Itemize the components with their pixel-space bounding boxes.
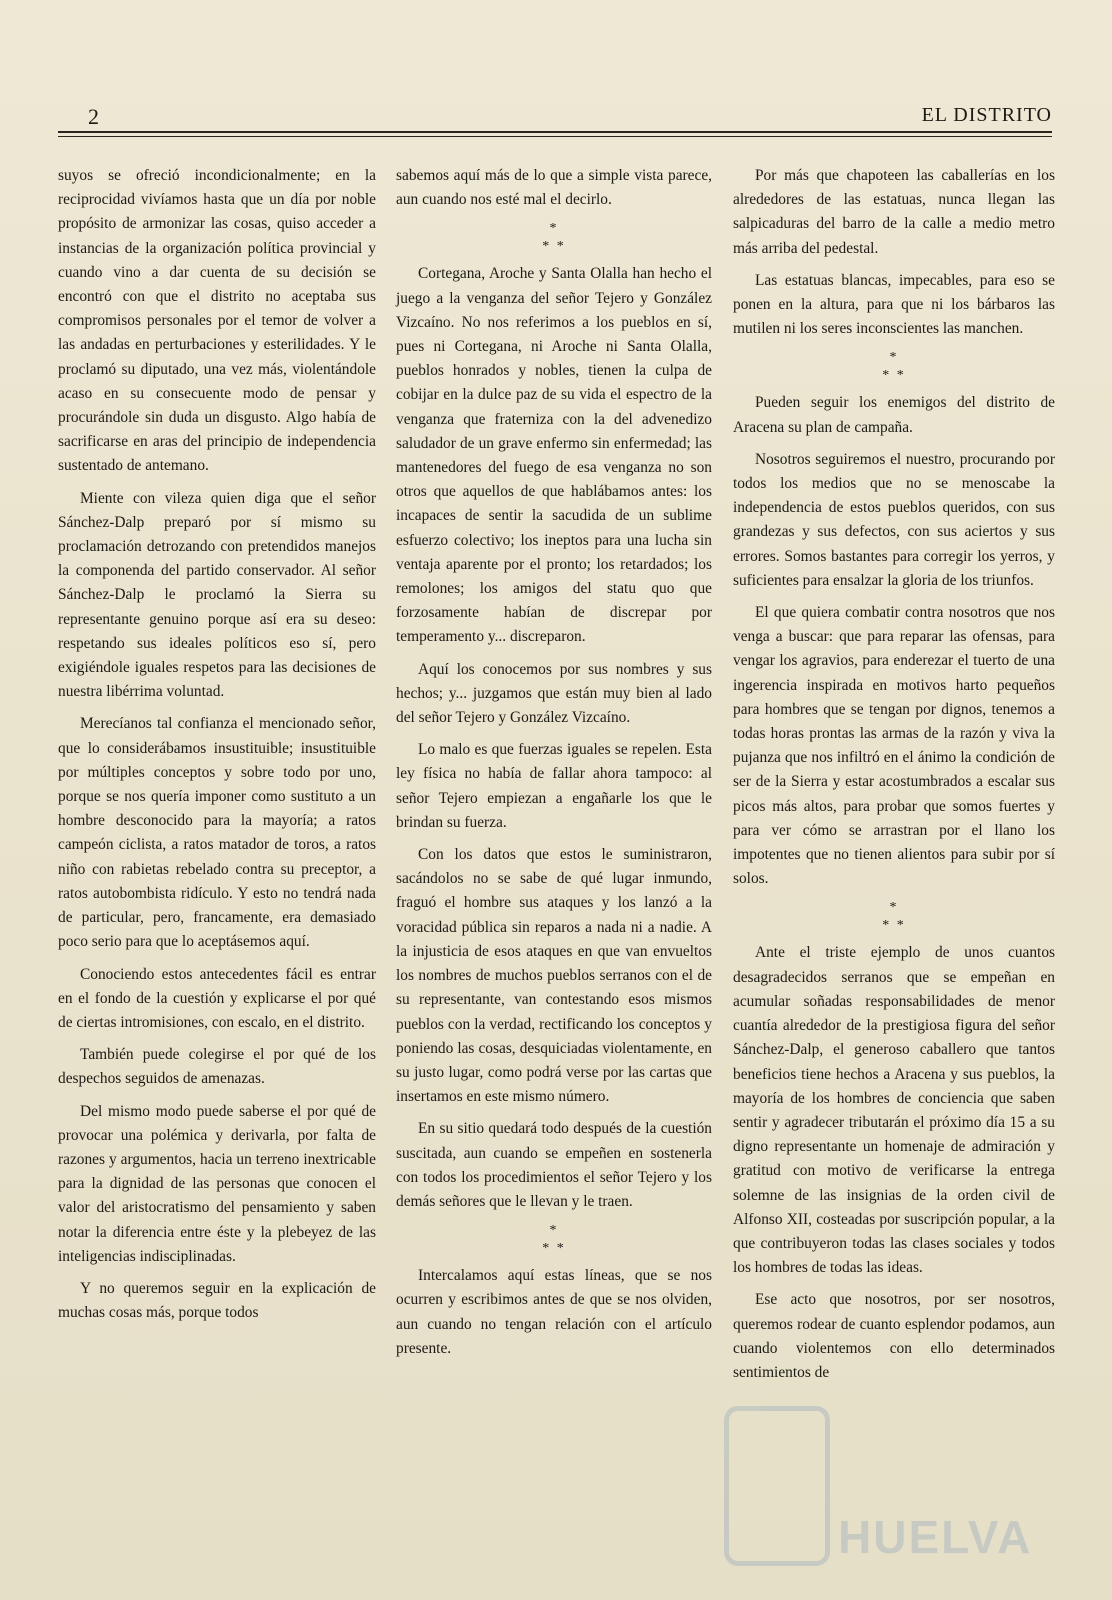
paragraph: Merecíanos tal confianza el mencionado señor, que lo considerábamos insustituible; insustituible por múltiples conceptos y sobre todo por uno, porque se nos quería imponer como sustituto a un hombre desconocido para la mayoría; a ratos campeón ciclista, a ratos matador de toros, a ratos niño con rabietas rebelado contra su preceptor, a ratos autobombista ridículo. Y esto no tendrá nada de particular, pero, francamente, era demasiado poco serio para que lo aceptásemos aquí. [58,715,376,951]
paragraph: Pueden seguir los enemigos del distrito de Aracena su plan de campaña. [733,394,1055,436]
asterism-divider [396,220,712,256]
paragraph: sabemos aquí más de lo que a simple vista parece, aun cuando nos esté mal el decirlo. [396,167,712,209]
asterism-glyph: * * * [882,350,906,384]
page-header [58,104,1052,130]
asterism-glyph: * * * [542,1223,566,1257]
paragraph: Aquí los conocemos por sus nombres y sus hechos; y... juzgamos que están muy bien al lado del señor Tejero y González Vizcaíno. [396,660,712,727]
paragraph: También puede colegirse el por qué de los despechos seguidos de amenazas. [58,1046,376,1088]
header-rule-thin [58,136,1052,137]
paragraph: suyos se ofreció incondicionalmente; en la reciprocidad vivíamos hasta que un día por noble propósito de armonizar las cosas, quiso acceder a instancias de la organización política provincial y cuando vino a dar cuenta de su decisión se encontró con que el distrito no aceptaba sus compromisos personales por el temor de volver a las andadas en perturbaciones y esterilidades. Y le proclamó su diputado, una vez más, violentándole acaso en su consecuente modo de pensar y procurándole sin duda un disgusto. Algo había de sacrificarse en aras del principio de independencia sustentado de antemano. [58,167,376,475]
paragraph: Del mismo modo puede saberse el por qué de provocar una polémica y derivarla, por falta de razones y argumentos, hacia un terreno inextricable para la dignidad de las personas que conocen el valor del aristocratismo del pensamiento y saben notar la diferencia entre éste y la plebeyez de las inteligencias indisciplinadas. [58,1102,376,1265]
column-1 [58,164,376,1544]
paragraph: Conociendo estos antecedentes fácil es entrar en el fondo de la cuestión y explicarse el por qué de ciertas intromisiones, con escalo, en el distrito. [58,965,376,1031]
paragraph: El que quiera combatir contra nosotros que nos venga a buscar: que para reparar las ofensas, para vengar los agravios, para enderezar el tuerto de una ingerencia inspirada en motivos harto pequeños para hombres que se tengan por dignos, tenemos a todas horas prontas las armas de la razón y viva la pujanza que nos infiltró en el ánimo la condición de ser de la Sierra y estar acostumbrados a escalar sus picos más altos, para probar que somos fuertes y para ver cómo se arrastran por el llano los impotentes que no tienen alientos para subir por sí solos. [733,604,1055,888]
asterism-glyph: * * * [882,900,906,934]
paragraph: Ese acto que nosotros, por ser nosotros, queremos rodear de cuanto esplendor podamos, aun cuando violentemos con ello determinados sentimientos de [733,1291,1055,1381]
watermark-text: HUELVA [838,1511,1033,1563]
page-number: 2 [88,104,99,129]
paragraph: Miente con vileza quien diga que el señor Sánchez-Dalp preparó por sí mismo su proclamación detrozando con pretendidos manejos la componenda del partido conservador. Al señor Sánchez-Dalp le proclamó la Sierra su representante genuino porque así era su deseo: respetando sus ideales políticos eso sí, pero exigiéndole iguales respetos para las decisiones de nuestra libérrima voluntad. [58,489,376,701]
archive-seal-icon [724,1406,830,1566]
header-rule [58,131,1052,133]
paragraph: En su sitio quedará todo después de la cuestión suscitada, aun cuando se empeñen en sostenerla con todos los procedimientos el señor Tejero y los demás señores que le llevan y le traen. [396,1120,712,1210]
asterism-divider [396,1222,712,1258]
paragraph: Nosotros seguiremos el nuestro, procurando por todos los medios que no se menoscabe la independencia de estos pueblos queridos, con sus grandezas y sus defectos, con sus aciertos y sus errores. Somos bastantes para corregir los yerros, y suficientes para ensalzar la gloria de los triunfos. [733,450,1055,589]
paragraph: Ante el triste ejemplo de unos cuantos desagradecidos serranos que se empeñan en acumular soñadas responsabilidades de menor cuantía alrededor de la prestigiosa figura del señor Sánchez-Dalp, el generoso caballero que tantos beneficios tiene hechos a Aracena y sus pueblos, la mayoría de los hombres de conciencia que saben sentir y agradecer tributarán el próximo día 15 a su digno representante un homenaje de admiración y gratitud con motivo de verificarse la entrega solemne de las insignias de la orden civil de Alfonso XII, costeadas por suscripción popular, a la que contribuyeron todas las clases sociales y todos los hombres de todas las ideas. [733,944,1055,1277]
paragraph: Por más que chapoteen las caballerías en los alrededores de las estatuas, nunca llegan las salpicaduras del barro de la calle a medio metro más arriba del pedestal. [733,167,1055,257]
column-3 [733,164,1055,1544]
paragraph: Lo malo es que fuerzas iguales se repelen. Esta ley física no había de fallar ahora tampoco: al señor Tejero empiezan a engañarle los que le brindan su fuerza. [396,741,712,831]
masthead: EL DISTRITO [921,104,1052,126]
paragraph: Cortegana, Aroche y Santa Olalla han hecho el juego a la venganza del señor Tejero y González Vizcaíno. No nos referimos a los pueblos en sí, pues ni Cortegana, ni Aroche ni Santa Olalla, pueblos honrados y nobles, tienen la culpa de cobijar en la dulce paz de su vida el espectro de la venganza que fraterniza con la del advenedizo saludador de un grave enfermo sin enfermedad; las mantenedores del fuego de esa venganza no son otros que aquellos de que hablábamos antes: los incapaces de sentir la sacudida de un sublime esfuerzo colectivo; los ineptos para una lucha sin ventaja aparente por el pronto; los retardados; los remolones; los amigos del statu quo que forzosamente habían de discrepar por temperamento y... discreparon. [396,265,712,646]
paragraph: Intercalamos aquí estas líneas, que se nos ocurren y escribimos antes de que se nos olviden, aun cuando no tengan relación con el artículo presente. [396,1267,712,1357]
column-2 [396,164,712,1544]
paragraph: Con los datos que estos le suministraron, sacándolos no se sabe de qué lugar inmundo, fraguó el hombre sus ataques y los lanzó a la voracidad pública sin reparos a nada ni a nadie. A la injusticia de esos ataques en que van envueltos los nombres de muchos pueblos serranos con el de su representante, van contestando esos mismos pueblos con la verdad, rectificando los conceptos y poniendo las cosas, desquiciadas violentamente, en su justo lugar, como podrá verse por las cartas que insertamos en este mismo número. [396,846,712,1106]
archive-watermark [718,1400,1033,1580]
paragraph: Las estatuas blancas, impecables, para eso se ponen en la altura, para que ni los bárbaros las mutilen ni los seres inconscientes las manchen. [733,271,1055,338]
asterism-divider [733,349,1055,385]
asterism-divider [733,899,1055,935]
asterism-glyph: * * * [542,221,566,255]
paragraph: Y no queremos seguir en la explicación de muchas cosas más, porque todos [58,1279,376,1322]
